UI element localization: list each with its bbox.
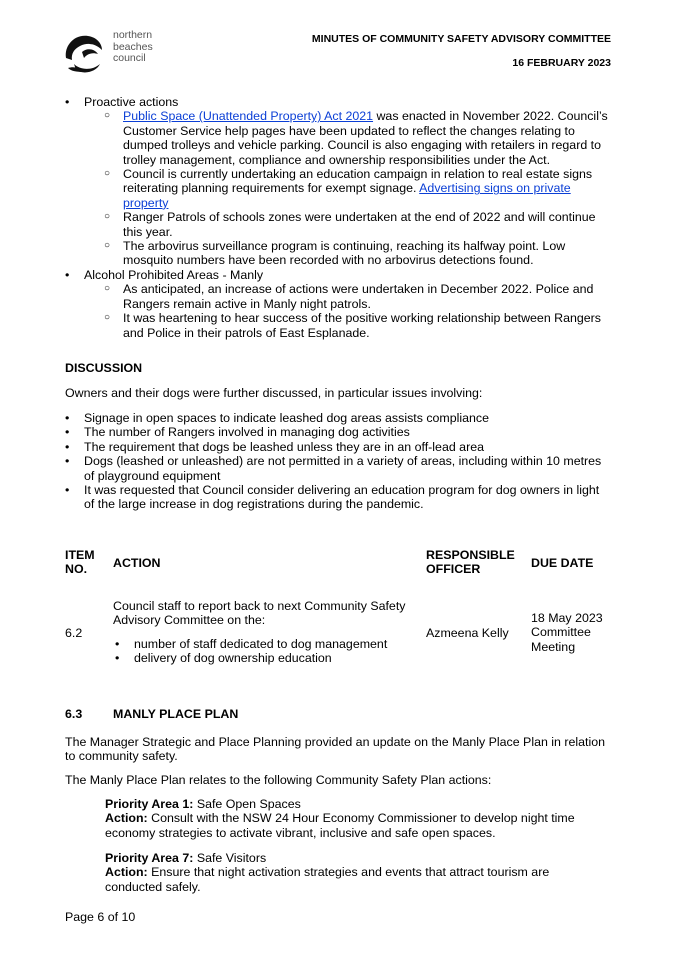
- priority-block: [105, 797, 605, 840]
- bullet-alcohol: [63, 268, 611, 282]
- bullet-proactive: [63, 95, 611, 109]
- circle-bullet-icon: ○: [104, 283, 111, 295]
- list-item: [63, 411, 611, 425]
- bullet-icon: •: [115, 636, 120, 651]
- col-header-action: ACTION: [113, 556, 161, 570]
- col-header-due: DUE DATE: [531, 556, 594, 570]
- proactive-actions-block: [63, 95, 611, 340]
- priority-heading: [105, 797, 605, 811]
- priority-heading: [105, 851, 605, 865]
- bullet-label: Proactive actions: [84, 95, 179, 109]
- document-date: 16 FEBRUARY 2023: [512, 57, 611, 69]
- discussion-intro: Owners and their dogs were further discussed, in particular issues involving:: [65, 386, 483, 400]
- section-paragraph: The Manly Place Plan relates to the following Community Safety Plan actions:: [65, 773, 492, 787]
- list-item-text: Dogs (leashed or unleashed) are not permitted in a variety of areas, including within 10 metres of playground equipment: [84, 454, 602, 483]
- list-item: [113, 651, 418, 665]
- row-due-date: 18 May 2023 Committee Meeting: [531, 611, 603, 654]
- bullet-icon: •: [65, 95, 70, 109]
- circle-bullet-icon: ○: [104, 240, 111, 252]
- section-paragraph: The Manager Strategic and Place Planning provided an update on the Manly Place Plan in relation to community safety.: [65, 735, 606, 764]
- list-item: [63, 454, 611, 483]
- row-action: [113, 599, 418, 666]
- priority-block: [105, 851, 605, 894]
- circle-bullet-icon: ○: [104, 110, 111, 122]
- row-action-intro: Council staff to report back to next Community Safety Advisory Committee on the:: [113, 599, 406, 628]
- bullet-label: Alcohol Prohibited Areas - Manly: [84, 267, 264, 282]
- sub-bullet-text: As anticipated, an increase of actions were undertaken in December 2022. Police and Rangers remain active in Manly night patrols.: [123, 282, 594, 311]
- action-text: Ensure that night activation strategies and events that attract tourism are conducted safely.: [105, 865, 550, 894]
- sub-bullet-text: Ranger Patrols of schools zones were undertaken at the end of 2022 and will continue this year.: [123, 210, 596, 239]
- discussion-heading: DISCUSSION: [65, 361, 143, 375]
- public-space-act-link[interactable]: Public Space (Unattended Property) Act 2021: [123, 109, 374, 124]
- sub-bullet: [63, 210, 611, 239]
- priority-label: Priority Area 7:: [105, 851, 194, 865]
- list-item-text: The number of Rangers involved in managing dog activities: [84, 425, 410, 440]
- sub-bullet: [63, 239, 611, 268]
- sub-bullet: [63, 109, 611, 167]
- section-number: 6.3: [65, 707, 83, 721]
- sub-bullet-text: was enacted in November 2022. Council’s Customer Service help pages have been updated to reflect the changes relating to dumped trolleys and vehicle parking. Council is also engaging with retailers in regard to trolley management, compliance and ownership responsibilities under the Act.: [123, 109, 608, 167]
- logo-line: council: [113, 52, 146, 64]
- sub-bullet: [63, 282, 611, 311]
- action-label: Action:: [105, 865, 148, 880]
- bullet-icon: •: [65, 483, 70, 498]
- sub-bullet: [63, 311, 611, 340]
- list-item-text: It was requested that Council consider delivering an education program for dog owners in light of the large increase in dog registrations during the pandemic.: [84, 483, 600, 512]
- sub-bullet: [63, 167, 611, 210]
- circle-bullet-icon: ○: [104, 312, 111, 324]
- col-header-item: ITEM NO.: [65, 548, 95, 577]
- bullet-icon: •: [65, 411, 70, 425]
- priority-action: [105, 865, 605, 894]
- advertising-signs-link[interactable]: Advertising signs on private property: [123, 181, 571, 210]
- col-header-officer: RESPONSIBLE OFFICER: [426, 548, 515, 577]
- document-title: MINUTES OF COMMUNITY SAFETY ADVISORY COMMITTEE: [311, 33, 611, 45]
- bullet-icon: •: [65, 439, 70, 454]
- list-item: [63, 483, 611, 512]
- priority-action: [105, 811, 605, 840]
- logo-line: northern: [113, 29, 153, 41]
- list-item-text: number of staff dedicated to dog management: [134, 636, 388, 651]
- page-number: Page 6 of 10: [65, 910, 136, 924]
- row-officer: Azmeena Kelly: [426, 626, 509, 640]
- priority-name: Safe Visitors: [193, 851, 267, 865]
- logo-line: beaches: [113, 40, 153, 53]
- circle-bullet-icon: ○: [104, 168, 111, 180]
- bullet-icon: •: [65, 425, 70, 440]
- bullet-icon: •: [115, 651, 120, 666]
- action-label: Action:: [105, 811, 148, 826]
- priority-label: Priority Area 1:: [105, 797, 194, 811]
- circle-bullet-icon: ○: [104, 211, 111, 223]
- list-item-text: Signage in open spaces to indicate leashed dog areas assists compliance: [84, 411, 490, 425]
- action-text: Consult with the NSW 24 Hour Economy Commissioner to develop night time economy strategies to activate vibrant, inclusive and safe open spaces.: [105, 811, 575, 840]
- list-item-text: delivery of dog ownership education: [134, 651, 332, 666]
- sub-bullet-text: Council is currently undertaking an education campaign in relation to real estate signs reiterating planning requirements for exempt signage.: [123, 167, 593, 196]
- sub-bullet-text: It was heartening to hear success of the positive working relationship between Rangers and Police in their patrols of East Esplanade.: [123, 311, 601, 340]
- bullet-icon: •: [65, 267, 70, 282]
- list-item: [63, 440, 611, 454]
- list-item-text: The requirement that dogs be leashed unless they are in an off-lead area: [84, 439, 484, 454]
- logo-text: [113, 30, 153, 65]
- list-item: [113, 637, 418, 651]
- priority-name: Safe Open Spaces: [193, 797, 301, 811]
- section-title: MANLY PLACE PLAN: [113, 707, 239, 721]
- list-item: [63, 425, 611, 439]
- bullet-icon: •: [65, 454, 70, 469]
- discussion-list: [63, 411, 611, 512]
- sub-bullet-text: The arbovirus surveillance program is continuing, reaching its halfway point. Low mosquito numbers have been recorded with no arbovirus detections found.: [123, 239, 566, 268]
- row-item-number: 6.2: [65, 626, 83, 640]
